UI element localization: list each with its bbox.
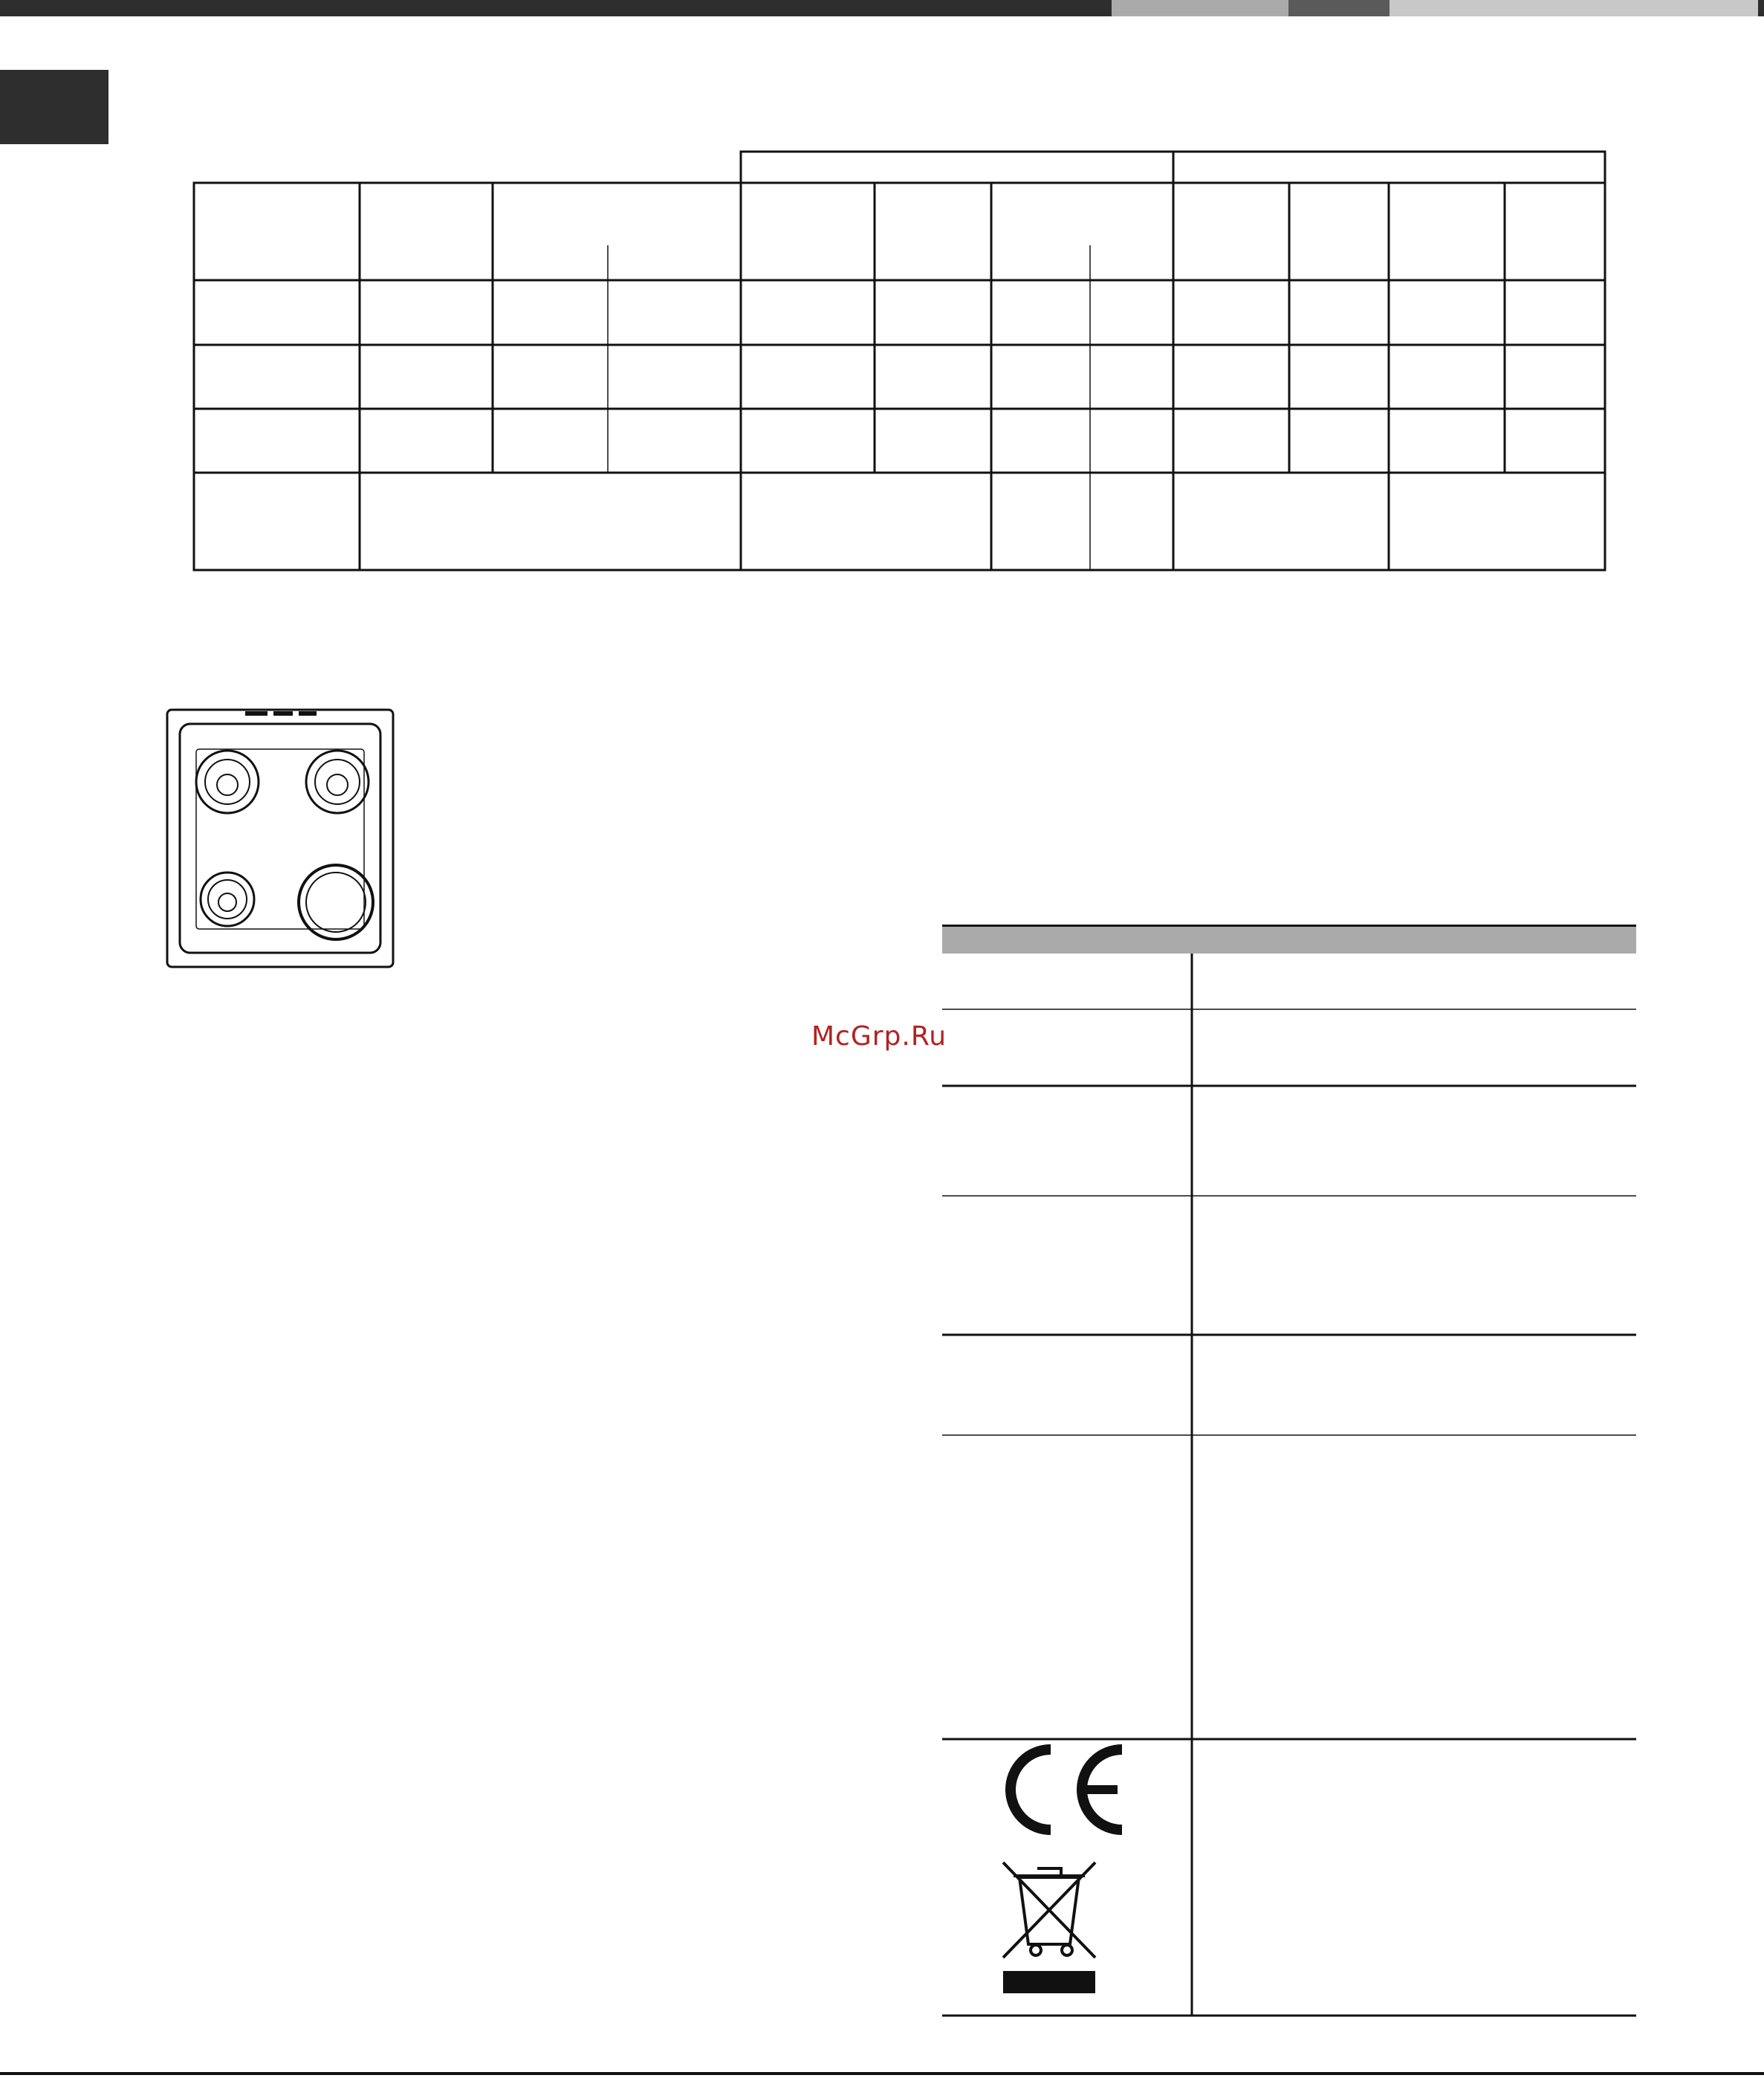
bottom-rule bbox=[0, 2072, 1764, 2075]
ce-mark-icon bbox=[1000, 1739, 1126, 1840]
hob-diagram-icon bbox=[165, 708, 395, 969]
watermark: McGrp.Ru bbox=[811, 1021, 947, 1052]
spec-table-header bbox=[942, 925, 1636, 954]
crossed-out-bin-icon bbox=[999, 1855, 1100, 1996]
burner-table bbox=[0, 0, 1764, 595]
